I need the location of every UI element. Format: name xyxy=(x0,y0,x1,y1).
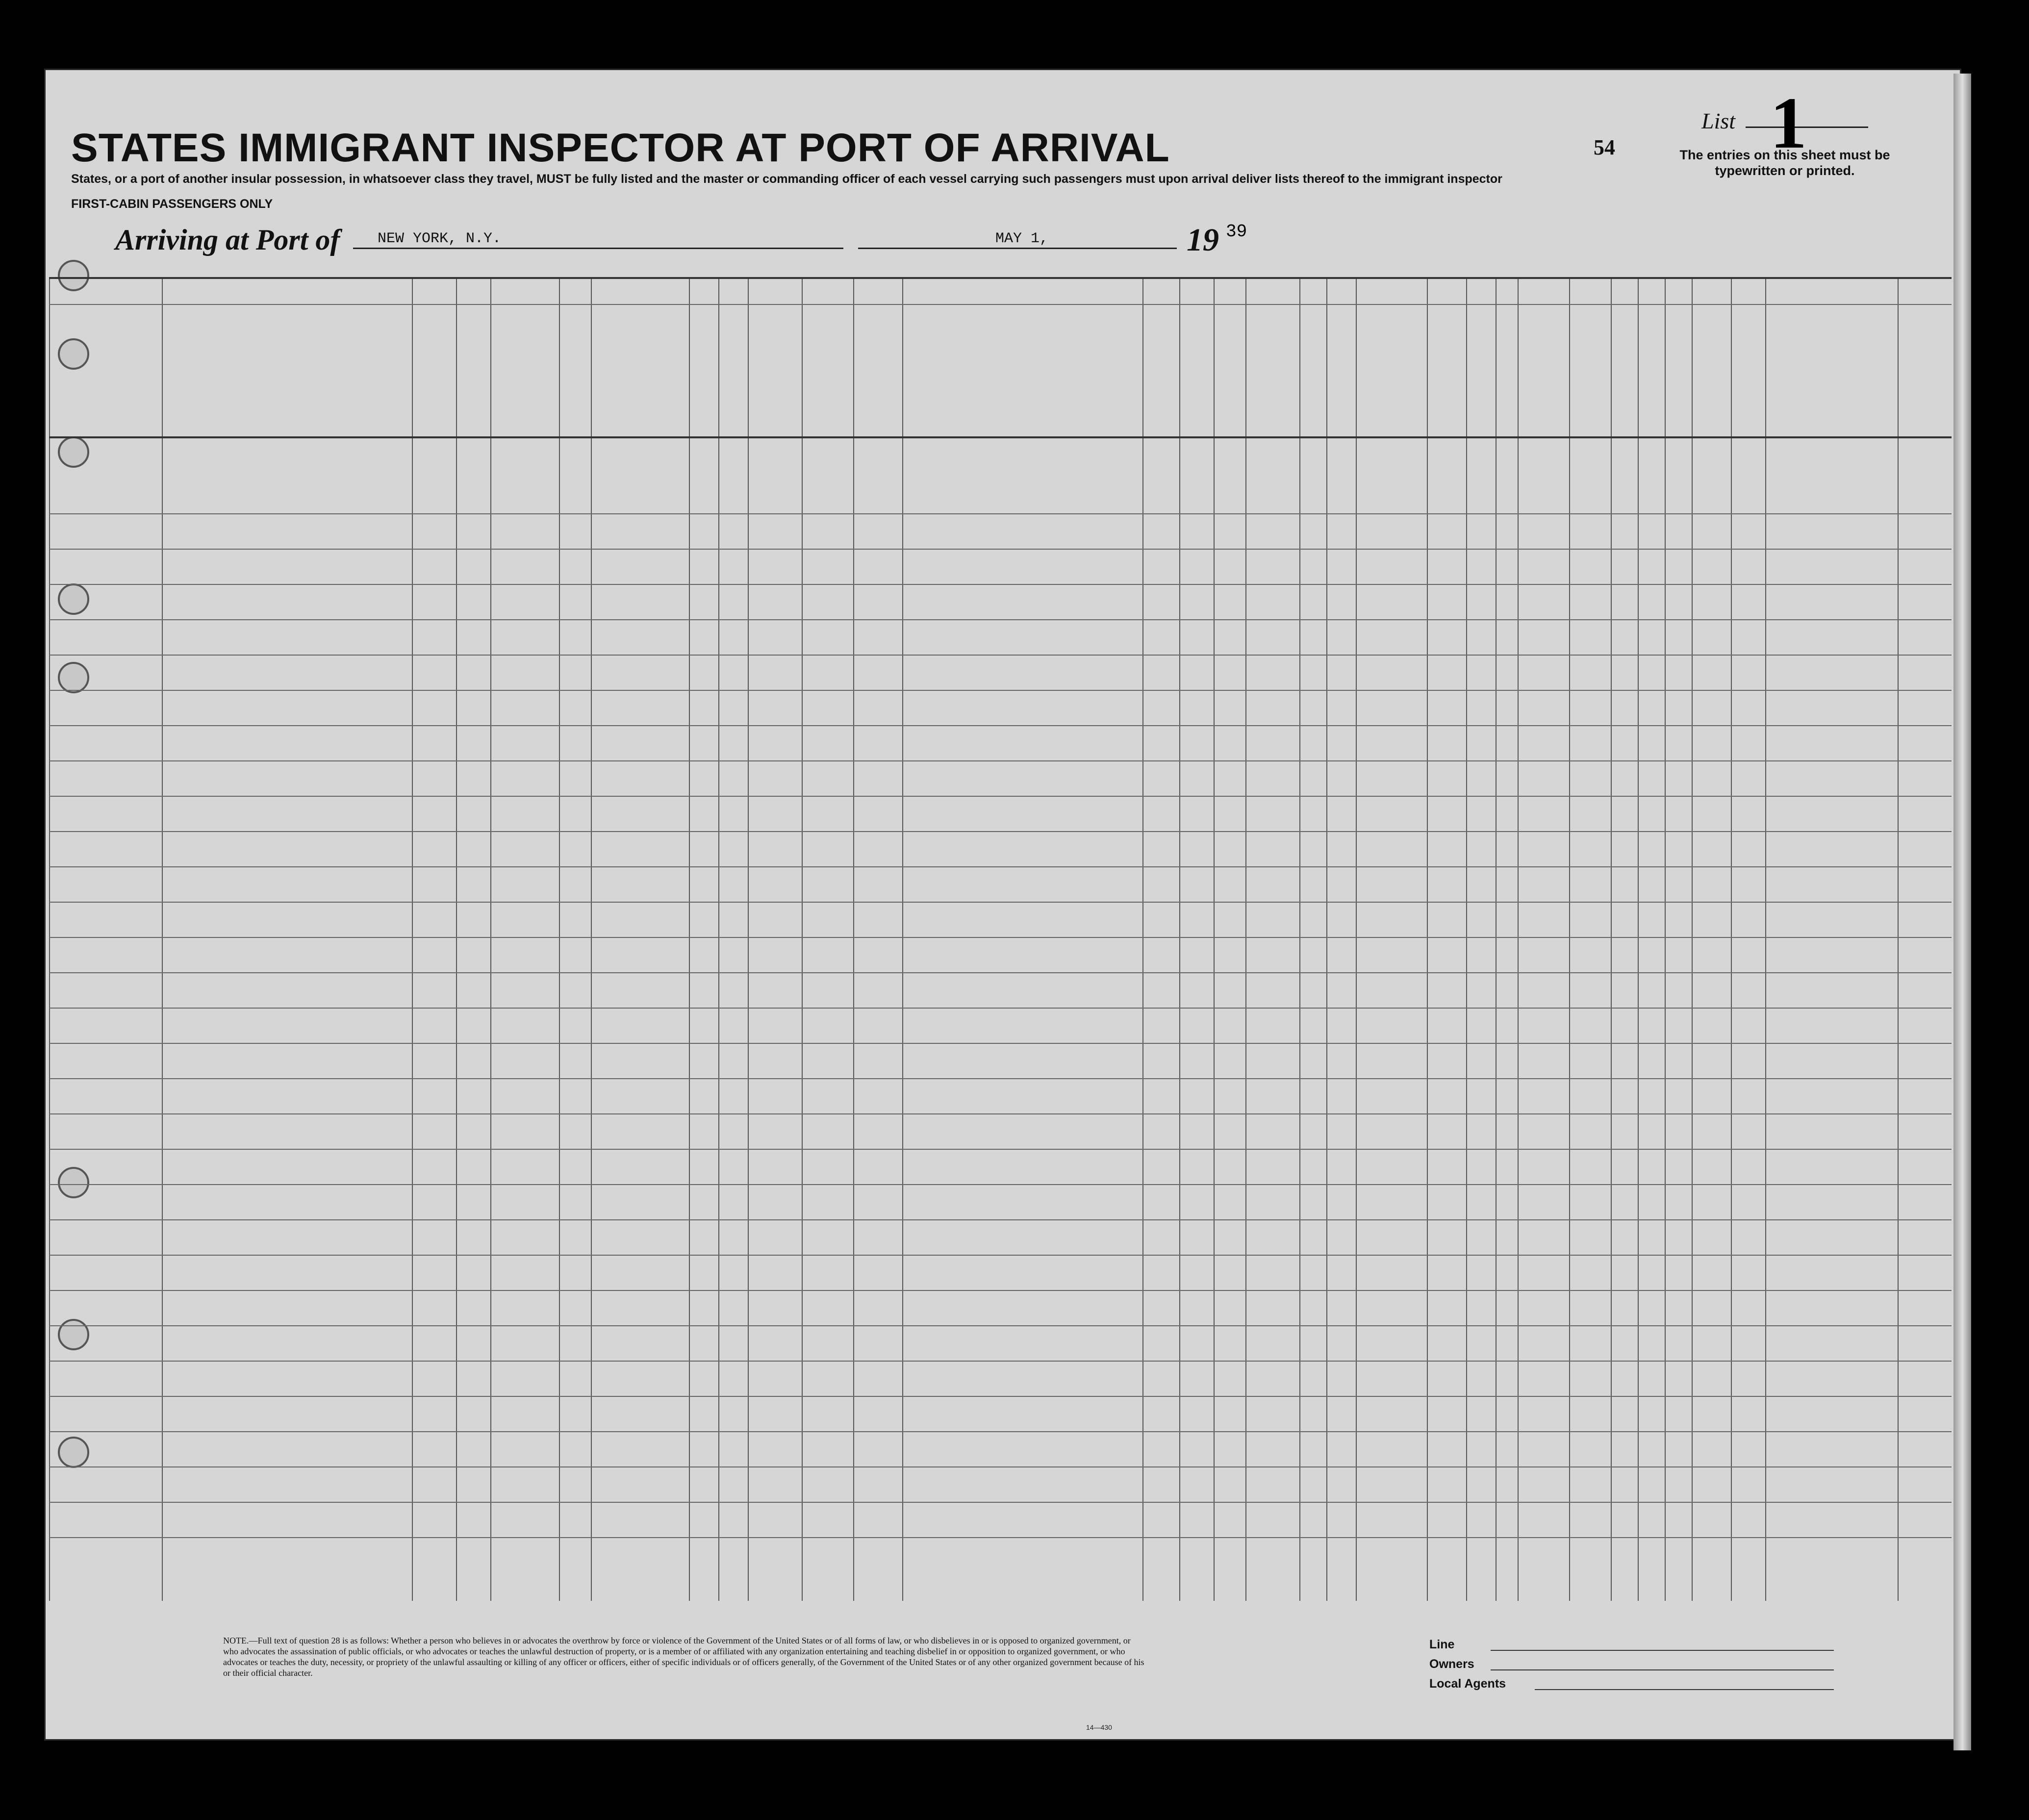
column-rule xyxy=(853,277,854,1601)
row-rule xyxy=(49,937,1952,938)
row-rule xyxy=(49,1008,1952,1009)
column-rule xyxy=(1245,277,1246,1601)
column-rule xyxy=(1214,277,1215,1601)
column-rule xyxy=(456,277,457,1601)
page-number: 54 xyxy=(1594,135,1615,159)
column-rule xyxy=(412,277,413,1601)
column-rule xyxy=(162,277,163,1601)
column-rule xyxy=(902,277,903,1601)
row-rule xyxy=(49,1361,1952,1362)
column-rule xyxy=(1326,277,1327,1601)
column-rule xyxy=(1765,277,1766,1601)
column-rule xyxy=(1299,277,1300,1601)
row-rule xyxy=(49,1396,1952,1397)
column-rule xyxy=(49,277,50,1601)
row-rule xyxy=(49,655,1952,656)
row-rule xyxy=(49,619,1952,620)
column-rule xyxy=(1427,277,1428,1601)
row-rule xyxy=(49,831,1952,832)
row-rule xyxy=(49,1431,1952,1432)
arrival-port: NEW YORK, N.Y. xyxy=(378,230,502,247)
row-rule xyxy=(49,1184,1952,1185)
column-rule xyxy=(1466,277,1467,1601)
row-rule xyxy=(49,760,1952,761)
column-rule xyxy=(1665,277,1666,1601)
column-rule xyxy=(591,277,592,1601)
list-underline xyxy=(1746,126,1868,128)
column-number-rule xyxy=(49,304,1952,305)
column-rule xyxy=(1731,277,1732,1601)
year-suffix: 39 xyxy=(1226,222,1247,242)
column-rule xyxy=(1638,277,1639,1601)
row-rule xyxy=(49,1537,1952,1538)
column-rule xyxy=(559,277,560,1601)
row-rule xyxy=(49,796,1952,797)
header-bottom-rule xyxy=(49,436,1952,438)
arrival-date: MAY 1, xyxy=(995,230,1049,247)
row-rule xyxy=(49,902,1952,903)
arriving-label: Arriving at Port of xyxy=(115,224,340,256)
row-rule xyxy=(49,1290,1952,1291)
row-rule xyxy=(49,1219,1952,1220)
row-rule xyxy=(49,1043,1952,1044)
agents-signature-line xyxy=(1535,1689,1834,1690)
port-line xyxy=(353,248,843,249)
column-rule xyxy=(490,277,491,1601)
column-rule xyxy=(1356,277,1357,1601)
row-rule xyxy=(49,584,1952,585)
line-label: Line xyxy=(1429,1638,1455,1651)
date-line xyxy=(858,248,1177,249)
column-rule xyxy=(1611,277,1612,1601)
page-title: STATES IMMIGRANT INSPECTOR AT PORT OF ARRIVAL xyxy=(71,126,1170,170)
owners-signature-line xyxy=(1491,1669,1834,1670)
year-prefix: 19 xyxy=(1187,222,1219,258)
row-rule xyxy=(49,1113,1952,1114)
owners-label: Owners xyxy=(1429,1657,1474,1671)
passenger-class: FIRST-CABIN PASSENGERS ONLY xyxy=(71,197,273,211)
column-rule xyxy=(748,277,749,1601)
list-label: List xyxy=(1701,108,1736,133)
list-number: 1 xyxy=(1770,82,1807,164)
row-rule xyxy=(49,972,1952,973)
manifest-table xyxy=(49,277,1952,1601)
column-rule xyxy=(1898,277,1899,1601)
column-rule xyxy=(802,277,803,1601)
row-rule xyxy=(49,690,1952,691)
row-rule xyxy=(49,1255,1952,1256)
header-top-rule xyxy=(49,277,1952,279)
line-signature-line xyxy=(1491,1650,1834,1651)
row-rule xyxy=(49,1502,1952,1503)
form-code: 14—430 xyxy=(1086,1723,1112,1731)
row-rule xyxy=(49,1078,1952,1079)
column-rule xyxy=(1518,277,1519,1601)
row-rule xyxy=(49,725,1952,726)
row-rule xyxy=(49,1325,1952,1326)
row-rule xyxy=(49,1466,1952,1467)
row-rule xyxy=(49,866,1952,867)
instruction-text: States, or a port of another insular possession, in whatsoever class they travel, MUST be fully listed and the master or commanding officer of each vessel carrying such passengers must upon arrival deliver lists thereof to the immigrant inspector xyxy=(71,172,1502,186)
row-rule xyxy=(49,549,1952,550)
footnote: NOTE.—Full text of question 28 is as follows: Whether a person who believes in or advocates the overthrow by force or violence of the Government of the United States or of all forms of law, or who disbelieves in or is opposed to organized government, or who advocates the assassination of public officials, or who advocates or teaches the unlawful destruction of property, or is a member of or affiliated with any organization entertaining and teaching disbelief in or opposition to organized government, or who advocates or teaches the duty, necessity, or propriety of the unlawful assaulting or killing of any officer or officers, either of specific individuals or of officers generally, of the Government of the United States or of any other organized government because of his or their official character. xyxy=(223,1636,1144,1678)
column-rule xyxy=(1179,277,1180,1601)
local-agents-label: Local Agents xyxy=(1429,1677,1506,1691)
row-rule xyxy=(49,513,1952,514)
row-rule xyxy=(49,1149,1952,1150)
column-rule xyxy=(689,277,690,1601)
stacked-page-edge xyxy=(1953,74,1971,1750)
column-rule xyxy=(1692,277,1693,1601)
list-note: The entries on this sheet must be typewritten or printed. xyxy=(1679,148,1890,178)
column-rule xyxy=(718,277,719,1601)
column-rule xyxy=(1142,277,1143,1601)
column-rule xyxy=(1569,277,1570,1601)
